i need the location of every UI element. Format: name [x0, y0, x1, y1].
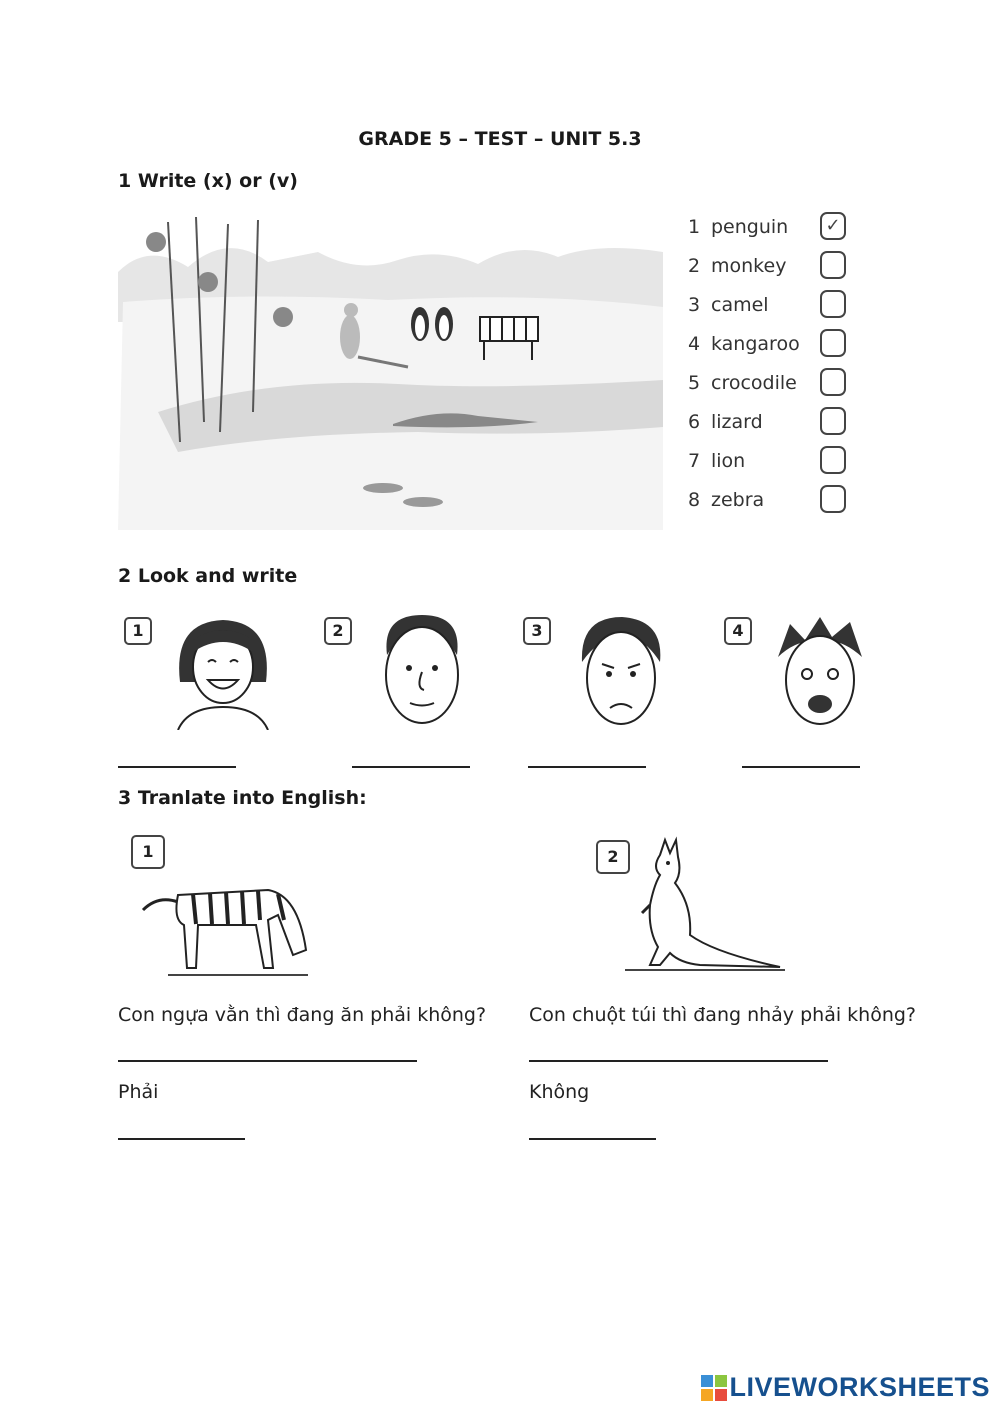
checklist-item	[685, 210, 865, 249]
liveworksheets-logo-icon	[701, 1375, 727, 1401]
checklist	[685, 210, 865, 522]
face-number-4: 4	[724, 617, 752, 645]
face-number-3: 3	[523, 617, 551, 645]
item-number: 6	[688, 411, 701, 433]
translation-line-2[interactable]	[529, 1060, 828, 1062]
item-word: monkey	[711, 255, 787, 277]
answer-checkbox[interactable]	[820, 290, 846, 318]
question-2-text: Con chuột túi thì đang nhảy phải không?	[529, 1004, 917, 1026]
answer-checkbox[interactable]	[820, 485, 846, 513]
translation-line-1[interactable]	[118, 1060, 417, 1062]
answer-checkbox[interactable]	[820, 329, 846, 357]
smiling-girl-icon	[168, 612, 278, 730]
answer-2-text: Không	[529, 1081, 590, 1103]
answer-checkbox[interactable]	[820, 407, 846, 435]
face-number-2: 2	[324, 617, 352, 645]
answer-line-2[interactable]	[352, 766, 470, 768]
item-word: kangaroo	[711, 333, 800, 355]
section-3-heading: 3 Tranlate into English:	[118, 787, 367, 809]
question-1-text: Con ngựa vằn thì đang ăn phải không?	[118, 1004, 487, 1026]
checklist-item	[685, 483, 865, 522]
translation-answer-line-1[interactable]	[118, 1138, 245, 1140]
translation-answer-line-2[interactable]	[529, 1138, 656, 1140]
section-2-heading: 2 Look and write	[118, 565, 298, 587]
item-number: 1	[688, 216, 701, 238]
answer-checkbox[interactable]: ✓	[820, 212, 846, 240]
kangaroo-icon	[620, 835, 785, 975]
item-word: penguin	[711, 216, 789, 238]
item-word: lion	[711, 450, 746, 472]
checklist-item	[685, 288, 865, 327]
item-number: 7	[688, 450, 701, 472]
question-number-1: 1	[131, 835, 165, 869]
item-number: 4	[688, 333, 701, 355]
page-title: GRADE 5 – TEST – UNIT 5.3	[358, 128, 642, 150]
item-word: crocodile	[711, 372, 797, 394]
answer-line-4[interactable]	[742, 766, 860, 768]
checklist-item	[685, 405, 865, 444]
answer-checkbox[interactable]	[820, 368, 846, 396]
item-word: zebra	[711, 489, 765, 511]
checklist-item	[685, 444, 865, 483]
question-number-2: 2	[596, 840, 630, 874]
liveworksheets-wordmark: LIVEWORKSHEETS	[729, 1372, 990, 1402]
item-word: lizard	[711, 411, 763, 433]
item-number: 3	[688, 294, 701, 316]
answer-line-3[interactable]	[528, 766, 646, 768]
item-number: 2	[688, 255, 701, 277]
scared-boy-icon	[770, 612, 870, 730]
checklist-item	[685, 249, 865, 288]
answer-checkbox[interactable]	[820, 251, 846, 279]
answer-checkbox[interactable]	[820, 446, 846, 474]
face-number-1: 1	[124, 617, 152, 645]
sad-man-icon	[572, 612, 670, 730]
item-number: 8	[688, 489, 701, 511]
section-1-heading: 1 Write (x) or (v)	[118, 170, 298, 192]
answer-1-text: Phải	[118, 1081, 159, 1103]
safari-scene-illustration	[118, 212, 663, 530]
item-word: camel	[711, 294, 769, 316]
zebra-icon	[138, 880, 313, 980]
answer-line-1[interactable]	[118, 766, 236, 768]
neutral-boy-icon	[372, 610, 472, 730]
checklist-item	[685, 366, 865, 405]
liveworksheets-logo	[701, 1372, 990, 1403]
item-number: 5	[688, 372, 701, 394]
checklist-item	[685, 327, 865, 366]
